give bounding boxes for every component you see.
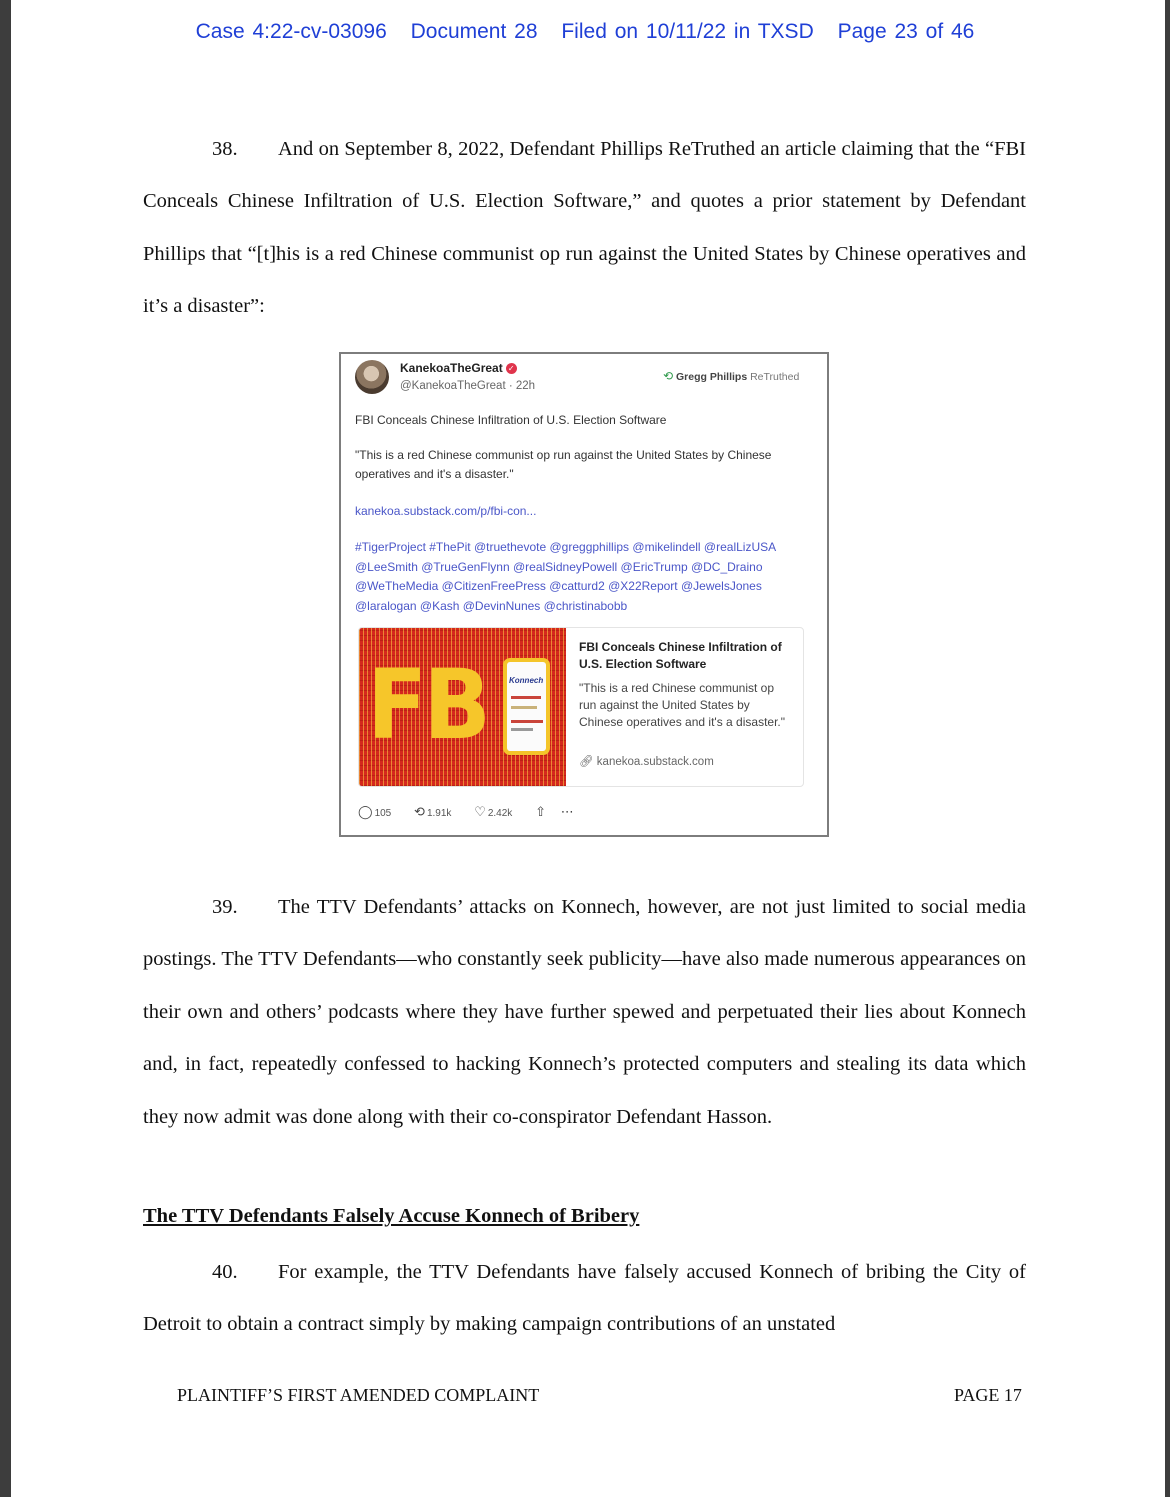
post-quote: "This is a red Chinese communist op run against the United States by Chinese operatives and it's a disaster." [355,448,772,481]
retruth-button[interactable]: ⟲ 1.91k [414,804,452,819]
document-number: Document 28 [410,20,538,43]
reply-button[interactable]: ◯ 105 [358,804,392,819]
phone-brand: Konnech [509,676,544,685]
post-tags[interactable]: #TigerProject #ThePit @truethevote @greggphillips @mikelindell @realLizUSA @LeeSmith @TrueGenFlynn @realSidneyPowell @EricTrump @DC_Draino @WeTheMedia @CitizenFreePress @catturd2 @X22Report @JewelsJones @laralogan @Kash @DevinNunes @christinabobb [355,540,776,613]
link-icon: 🔗︎ [579,756,597,768]
post-actions [358,804,586,820]
post-username: KanekoaTheGreat ✓ [400,361,517,375]
card-image [359,628,566,786]
paragraph-40 [143,1246,1026,1351]
paragraph-39 [143,881,1026,1143]
retruth-icon: ⟲ [663,369,674,383]
share-button[interactable] [535,804,548,819]
footer-page-number: PAGE 17 [954,1385,1022,1405]
retruth-user: Gregg Phillips [675,371,748,383]
paragraph-text: For example, the TTV Defendants have falsely accused Konnech of bribing the City of Detroit to obtain a contract simply by making campaign contributions of an unstated [143,1261,1026,1336]
share-icon: ⇧ [535,804,546,819]
paragraph-38 [143,123,1026,333]
reply-icon: ◯ [358,804,373,819]
post-title-line: FBI Conceals Chinese Infiltration of U.S. Election Software [355,413,667,427]
post-link[interactable]: kanekoa.substack.com/p/fbi-con... [355,504,537,518]
card-description: "This is a red Chinese communist op run against the United States by Chinese operatives and it's a disaster." [579,681,785,729]
section-heading: The TTV Defendants Falsely Accuse Konnech of Bribery [143,1205,640,1227]
paragraph-number: 39. [212,896,238,918]
heart-icon: ♡ [474,804,486,819]
paragraph-number: 38. [212,138,238,160]
filed-date: Filed on 10/11/22 in TXSD [561,20,814,43]
filing-header [0,20,1170,44]
left-edge-shadow [0,0,11,1497]
more-icon: ⋯ [560,804,574,819]
right-edge-shadow [1165,0,1170,1497]
page-count: Page 23 of 46 [837,20,975,43]
card-domain: 🔗︎ kanekoa.substack.com [579,756,714,768]
paragraph-number: 40. [212,1261,238,1283]
paragraph-text: And on September 8, 2022, Defendant Phillips ReTruthed an article claiming that the “FBI Conceals Chinese Infiltration of U.S. Election Software,” and quotes a prior statement by Defendant Phillips that “[t]his is a red Chinese communist op run against the United States by Chinese operatives and it’s a disaster”: [143,138,1026,318]
case-number: Case 4:22-cv-03096 [195,20,387,43]
paragraph-text: The TTV Defendants’ attacks on Konnech, however, are not just limited to social media postings. The TTV Defendants—who constantly seek publicity—have also made numerous appearances on their own and others’ podcasts where they have further spewed and perpetuated their lies about Konnech and, in fact, repeatedly confessed to hacking Konnech’s protected computers and stealing its data which they now admit was done along with their co-conspirator Defendant Hasson. [143,896,1026,1128]
more-button[interactable] [560,804,576,819]
post-handle: @KanekoaTheGreat · 22h [400,380,536,392]
link-preview-card[interactable] [358,627,804,787]
retruth-label: ReTruthed [750,371,800,383]
retruth-indicator [663,369,799,383]
retruth-icon: ⟲ [414,804,425,819]
avatar [355,360,389,394]
like-button[interactable]: ♡ 2.42k [474,804,513,819]
verified-badge-icon: ✓ [506,363,517,374]
footer-title: PLAINTIFF’S FIRST AMENDED COMPLAINT [177,1385,540,1405]
fbi-image-text: FB [367,649,488,761]
phone-image [503,658,550,755]
card-title: FBI Conceals Chinese Infiltration of U.S. Election Software [579,640,782,671]
truth-social-post [339,352,829,837]
